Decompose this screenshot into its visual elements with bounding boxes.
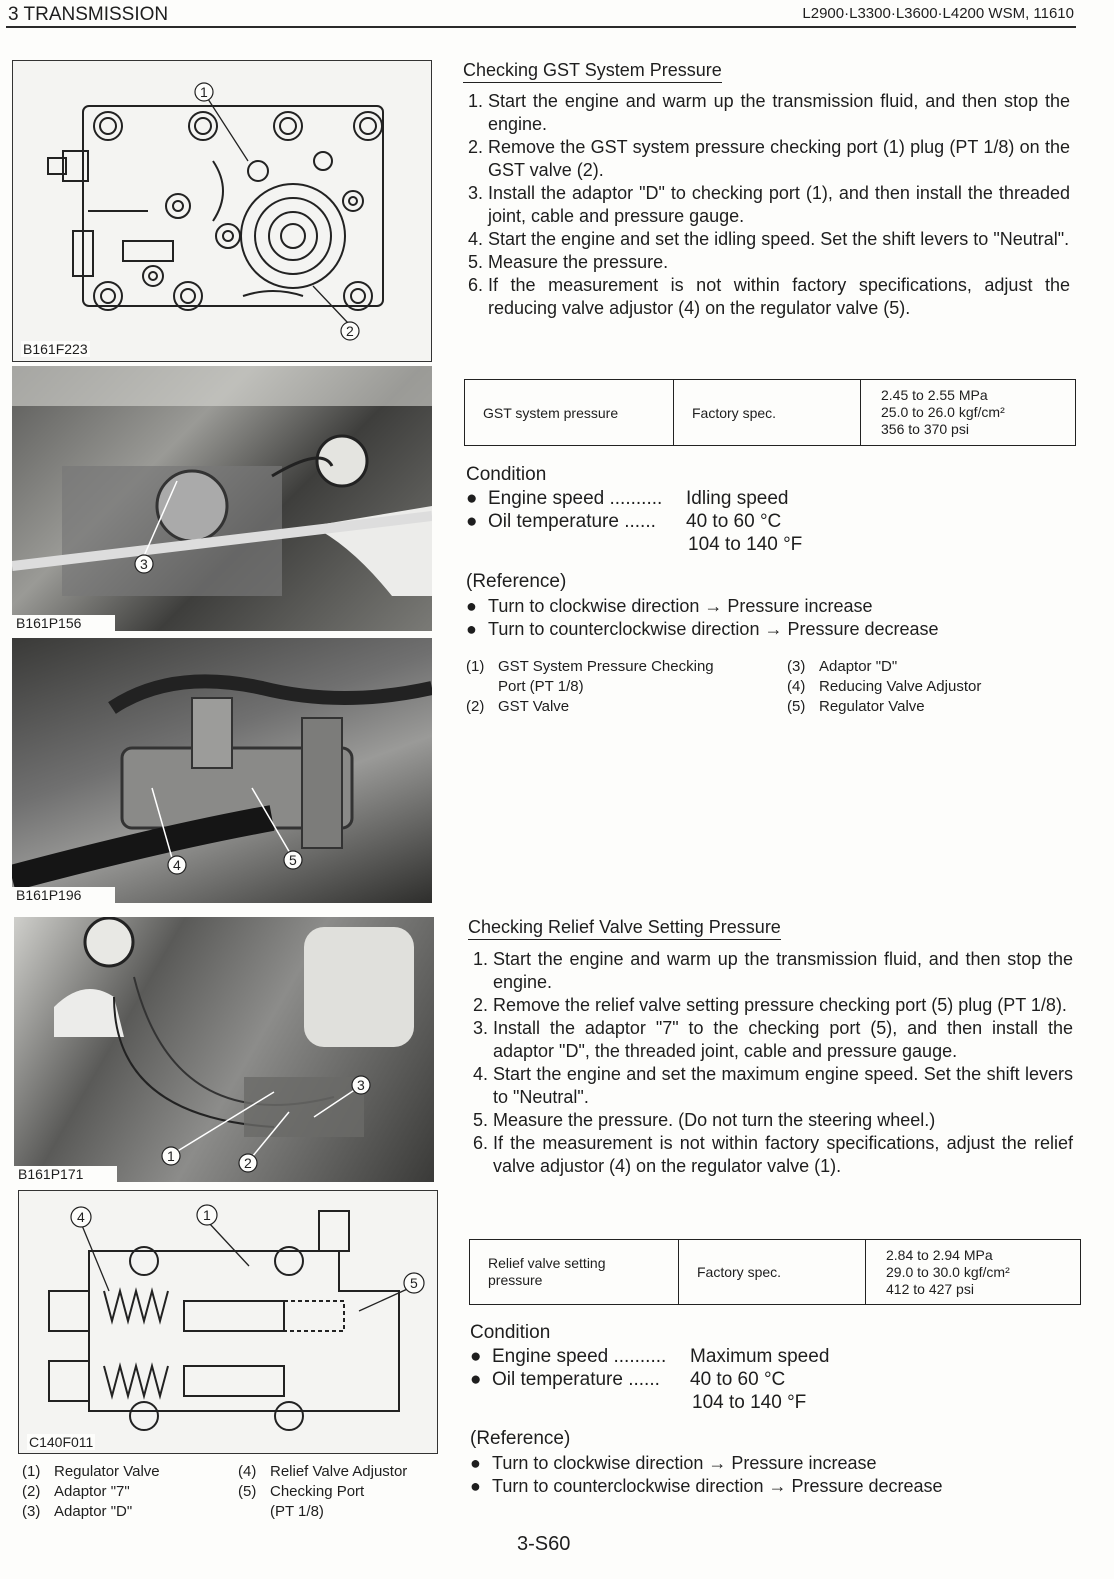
regulator-valve-drawing bbox=[19, 1191, 437, 1453]
step: 3. Install the adaptor "D" to checking port (1), and then install the threaded joint, cable and pressure gauge. bbox=[488, 182, 1070, 228]
photo-regulator-valve bbox=[12, 638, 432, 903]
gst-reference-title: (Reference) bbox=[466, 571, 567, 592]
page-number: 3-S60 bbox=[517, 1533, 571, 1555]
gst-legend-left: (1) GST System Pressure Checking Port (PT 1/8) (2) GST Valve bbox=[466, 658, 714, 715]
callout-5: 5 bbox=[289, 852, 297, 868]
spec-value: 2.84 to 2.94 MPa 29.0 to 30.0 kgf/cm² 412 to 427 psi bbox=[866, 1240, 1081, 1305]
callout-3: 3 bbox=[140, 556, 148, 572]
header-rule bbox=[6, 26, 1076, 28]
step: 6. If the measurement is not within factory specifications, adjust the reducing valve adjustor (4) on the regulator valve (5). bbox=[488, 274, 1070, 320]
relief-legend-right: (4) Relief Valve Adjustor (5) Checking Port (PT 1/8) bbox=[238, 1463, 408, 1520]
callout-2: 2 bbox=[244, 1155, 252, 1171]
gst-reference-list: ● Turn to clockwise direction → Pressure increase ● Turn to counterclockwise direction → Pressure decrease bbox=[466, 596, 939, 639]
spec-item: GST system pressure bbox=[465, 380, 674, 446]
figure-gst-valve-drawing bbox=[12, 60, 432, 362]
gst-valve-drawing bbox=[13, 61, 431, 361]
photo-illustration bbox=[14, 917, 434, 1182]
step: 1. Start the engine and warm up the transmission fluid, and then stop the engine. bbox=[493, 948, 1073, 994]
relief-legend-left: (1) Regulator Valve (2) Adaptor "7" (3) Adaptor "D" bbox=[22, 1463, 160, 1520]
step: 2. Remove the GST system pressure checking port (1) plug (PT 1/8) on the GST valve (2). bbox=[488, 136, 1070, 182]
photo-label: B161P156 bbox=[12, 615, 115, 631]
photo-adaptor-install bbox=[12, 366, 432, 631]
callout-3: 3 bbox=[357, 1077, 365, 1093]
spec-item: Relief valve setting pressure bbox=[470, 1240, 679, 1305]
relief-reference-list: ● Turn to clockwise direction → Pressure increase ● Turn to counterclockwise direction → Pressure decrease bbox=[470, 1453, 943, 1496]
relief-section-title: Checking Relief Valve Setting Pressure bbox=[468, 917, 781, 940]
gst-section-title: Checking GST System Pressure bbox=[463, 60, 722, 83]
relief-condition-title: Condition bbox=[470, 1322, 551, 1343]
spec-value: 2.45 to 2.55 MPa 25.0 to 26.0 kgf/cm² 356 to 370 psi bbox=[861, 380, 1076, 446]
step: 2. Remove the relief valve setting pressure checking port (5) plug (PT 1/8). bbox=[493, 994, 1073, 1017]
relief-steps bbox=[467, 948, 1073, 1178]
relief-reference-title: (Reference) bbox=[470, 1428, 571, 1449]
step: 5. Measure the pressure. bbox=[488, 251, 1070, 274]
figure-label: C140F011 bbox=[29, 1434, 94, 1450]
section-header: 3 TRANSMISSION bbox=[8, 4, 169, 25]
gst-condition-title: Condition bbox=[466, 464, 547, 485]
photo-label: B161P196 bbox=[12, 887, 115, 903]
step: 4. Start the engine and set the idling speed. Set the shift levers to "Neutral". bbox=[488, 228, 1070, 251]
photo-label: B161P171 bbox=[14, 1166, 117, 1182]
callout-4: 4 bbox=[173, 857, 181, 873]
gst-legend-right: (3) Adaptor "D" (4) Reducing Valve Adjustor (5) Regulator Valve bbox=[787, 658, 982, 715]
gst-condition-list: ● Engine speed .......... Idling speed ● Oil temperature ...... 40 to 60 °C 104 to 140 °F bbox=[466, 488, 803, 555]
callout-1: 1 bbox=[203, 1207, 211, 1223]
gst-spec-table bbox=[464, 379, 1076, 446]
callout-1: 1 bbox=[167, 1148, 175, 1164]
step: 6. If the measurement is not within factory specifications, adjust the relief valve adjustor (4) on the regulator valve (1). bbox=[493, 1132, 1073, 1178]
gst-steps bbox=[462, 90, 1070, 320]
photo-illustration bbox=[12, 638, 432, 903]
callout-1: 1 bbox=[200, 84, 208, 100]
callout-4: 4 bbox=[77, 1209, 85, 1225]
photo-illustration bbox=[12, 366, 432, 631]
spec-type: Factory spec. bbox=[674, 380, 861, 446]
step: 4. Start the engine and set the maximum engine speed. Set the shift levers to "Neutral". bbox=[493, 1063, 1073, 1109]
step: 1. Start the engine and warm up the transmission fluid, and then stop the engine. bbox=[488, 90, 1070, 136]
figure-label: B161F223 bbox=[23, 341, 88, 357]
spec-type: Factory spec. bbox=[679, 1240, 866, 1305]
relief-spec-table bbox=[469, 1239, 1081, 1305]
photo-relief-gauge bbox=[14, 917, 434, 1182]
callout-2: 2 bbox=[346, 323, 354, 339]
callout-5: 5 bbox=[410, 1275, 418, 1291]
step: 3. Install the adaptor "7" to the checking port (5), and then install the adaptor "D", the threaded joint, cable and pressure gauge. bbox=[493, 1017, 1073, 1063]
step: 5. Measure the pressure. (Do not turn the steering wheel.) bbox=[493, 1109, 1073, 1132]
relief-condition-list: ● Engine speed .......... Maximum speed ● Oil temperature ...... 40 to 60 °C 104 to 140 °F bbox=[470, 1346, 830, 1413]
figure-regulator-valve-drawing bbox=[18, 1190, 438, 1454]
manual-code: L2900·L3300·L3600·L4200 WSM, 11610 bbox=[802, 5, 1074, 22]
